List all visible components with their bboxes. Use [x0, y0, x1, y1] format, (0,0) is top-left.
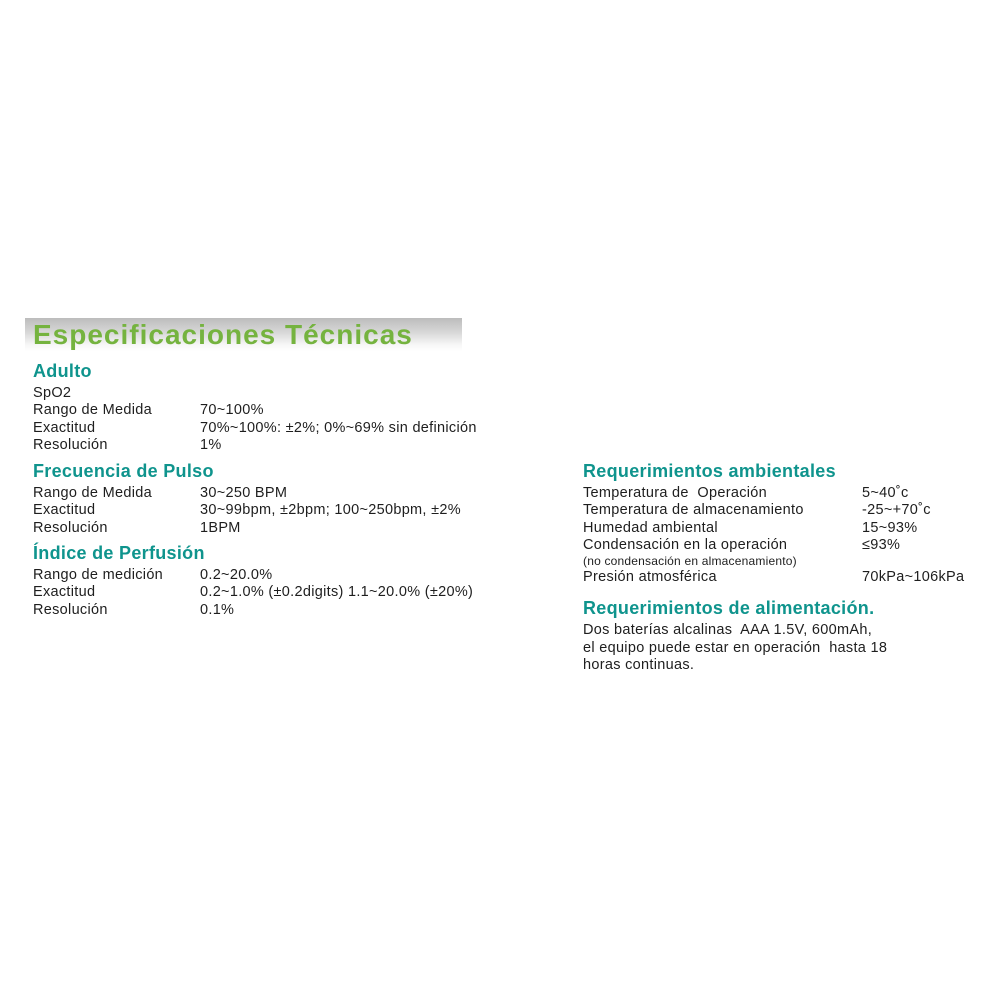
section-heading-ambientales: Requerimientos ambientales — [583, 461, 836, 481]
spec-row — [583, 520, 964, 537]
title-highlight-bar — [25, 318, 462, 351]
spec-value: 70kPa~106kPa — [862, 569, 965, 586]
spec-row — [583, 502, 964, 519]
spec-value: 30~250 BPM — [200, 485, 288, 501]
spec-value: 5~40˚c — [862, 485, 909, 501]
power-requirements-line: horas continuas. — [583, 657, 695, 674]
spec-value: ≤93% — [862, 536, 901, 553]
spec-label: Rango de medición — [33, 567, 164, 583]
spec-row — [33, 502, 461, 519]
spec-value: 1% — [200, 436, 222, 453]
spec-row — [33, 402, 477, 419]
spec-row — [583, 485, 964, 502]
spec-label: Resolución — [33, 436, 108, 453]
spec-label: Condensación en la operación — [583, 536, 788, 553]
spec-row — [583, 537, 964, 554]
section-requerimientos-alimentacion — [583, 598, 887, 675]
section-heading-indice: Índice de Perfusión — [33, 543, 205, 563]
spec-value: -25~+70˚c — [862, 502, 931, 519]
spec-label: Rango de Medida — [33, 485, 152, 501]
section-adulto — [33, 361, 477, 454]
power-requirements-line: el equipo puede estar en operación hasta 18 — [583, 639, 888, 656]
section-heading-adulto: Adulto — [33, 361, 92, 381]
spec-row — [583, 569, 964, 586]
spec-value: 1BPM — [200, 519, 241, 536]
spec-value: 70~100% — [200, 402, 264, 419]
section-indice-de-perfusion — [33, 543, 473, 619]
spec-label: Exactitud — [33, 419, 96, 436]
spec-label: Resolución — [33, 601, 108, 618]
spec-note: (no condensación en almacenamiento) — [583, 554, 797, 569]
spec-value: 15~93% — [862, 519, 918, 536]
spec-label: Temperatura de Operación — [583, 485, 768, 501]
page-title: Especificaciones Técnicas — [33, 319, 413, 350]
section-heading-alimentacion: Requerimientos de alimentación. — [583, 598, 875, 618]
spec-label: Temperatura de almacenamiento — [583, 502, 804, 519]
section-frecuencia-de-pulso — [33, 461, 461, 537]
spec-label: Rango de Medida — [33, 402, 152, 419]
spec-row — [33, 420, 477, 437]
spec-value: 0.1% — [200, 601, 235, 618]
power-requirements-line: Dos baterías alcalinas AAA 1.5V, 600mAh, — [583, 622, 873, 638]
spec-value: 70%~100%: ±2%; 0%~69% sin definición — [200, 419, 477, 436]
spec-label: Exactitud — [33, 502, 96, 519]
spec-value: 30~99bpm, ±2bpm; 100~250bpm, ±2% — [200, 502, 461, 519]
spec-label: Exactitud — [33, 584, 96, 601]
spec-value: 0.2~1.0% (±0.2digits) 1.1~20.0% (±20%) — [200, 584, 474, 601]
spec-row — [33, 602, 473, 619]
spec-row — [33, 520, 461, 537]
spec-value: 0.2~20.0% — [200, 567, 273, 583]
section-requerimientos-ambientales — [583, 461, 964, 586]
spec-label: Humedad ambiental — [583, 519, 718, 536]
spec-row — [33, 584, 473, 601]
spec-row — [33, 485, 461, 502]
spec-label: Resolución — [33, 519, 108, 536]
spec-subheading-spo2: SpO2 — [33, 385, 72, 401]
spec-label: Presión atmosférica — [583, 569, 717, 586]
spec-row — [33, 567, 473, 584]
section-heading-frecuencia: Frecuencia de Pulso — [33, 461, 214, 481]
spec-row — [33, 437, 477, 454]
